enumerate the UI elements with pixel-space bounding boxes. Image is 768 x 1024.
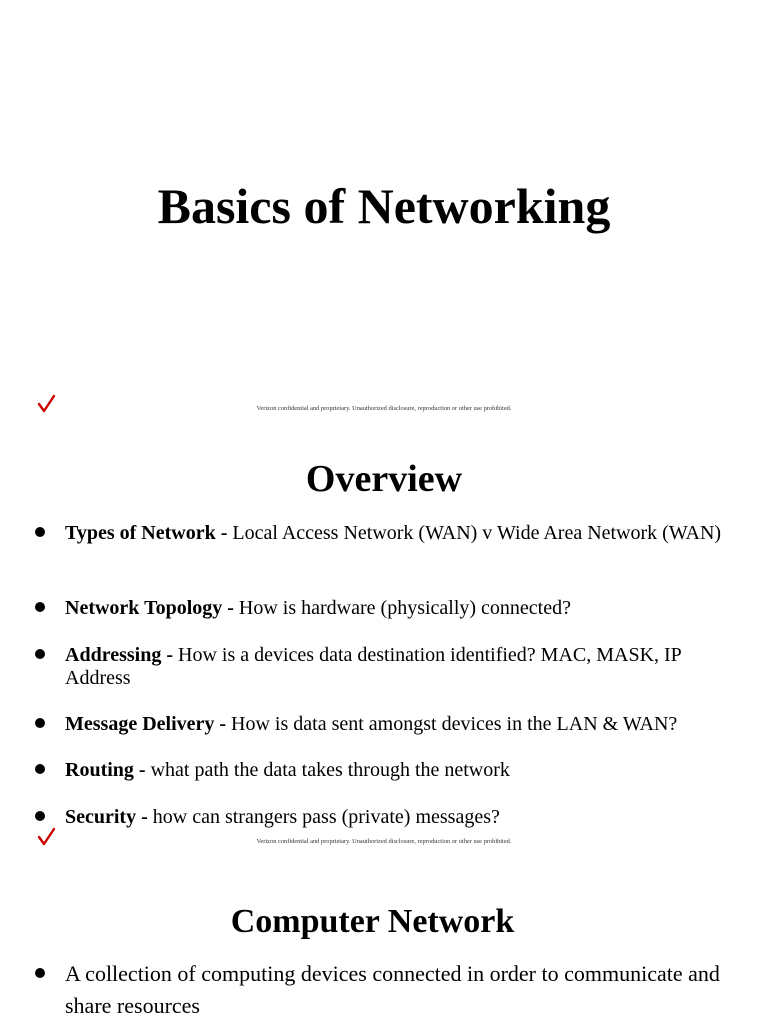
slide-1-title: Basics of Networking: [157, 178, 611, 234]
list-item: A collection of computing devices connected in order to communicate and share resources: [65, 961, 720, 1018]
bullet-dot-icon: [34, 526, 46, 538]
list-item: [65, 713, 745, 736]
item-text: Local Access Network (WAN) v Wide Area Network (WAN): [227, 522, 722, 544]
bullet-dot-icon: [34, 601, 46, 613]
item-term: Security -: [65, 806, 148, 828]
bullet-dot-icon: [34, 967, 46, 979]
item-text: what path the data takes through the network: [145, 759, 510, 781]
bullet-dot-icon: [34, 810, 46, 822]
item-term: Addressing -: [65, 644, 173, 666]
list-item: [65, 522, 745, 545]
list-item: [65, 644, 745, 690]
item-text: How is hardware (physically) connected?: [233, 597, 571, 619]
item-text: How is a devices data destination identified? MAC, MASK, IP Address: [65, 644, 682, 689]
item-term: Network Topology -: [65, 597, 234, 619]
slide-3-title: Computer Network: [230, 903, 515, 940]
item-text: how can strangers pass (private) messages?: [147, 806, 500, 828]
list-item: [65, 597, 745, 620]
slide-2-title: Overview: [305, 458, 463, 500]
item-text: How is data sent amongst devices in the LAN & WAN?: [226, 713, 678, 735]
item-term: Types of Network -: [65, 522, 228, 544]
list-item: [65, 806, 745, 829]
confidential-footer: Verizon confidential and proprietary. Unauthorized disclosure, reproduction or other use prohibited.: [256, 405, 512, 412]
list-item: [65, 759, 745, 782]
bullet-dot-icon: [34, 648, 46, 660]
item-term: Message Delivery -: [65, 713, 227, 735]
bullet-dot-icon: [34, 763, 46, 775]
confidential-footer: Verizon confidential and proprietary. Unauthorized disclosure, reproduction or other use prohibited.: [256, 838, 512, 845]
item-term: Routing -: [65, 759, 146, 781]
bullet-dot-icon: [34, 717, 46, 729]
